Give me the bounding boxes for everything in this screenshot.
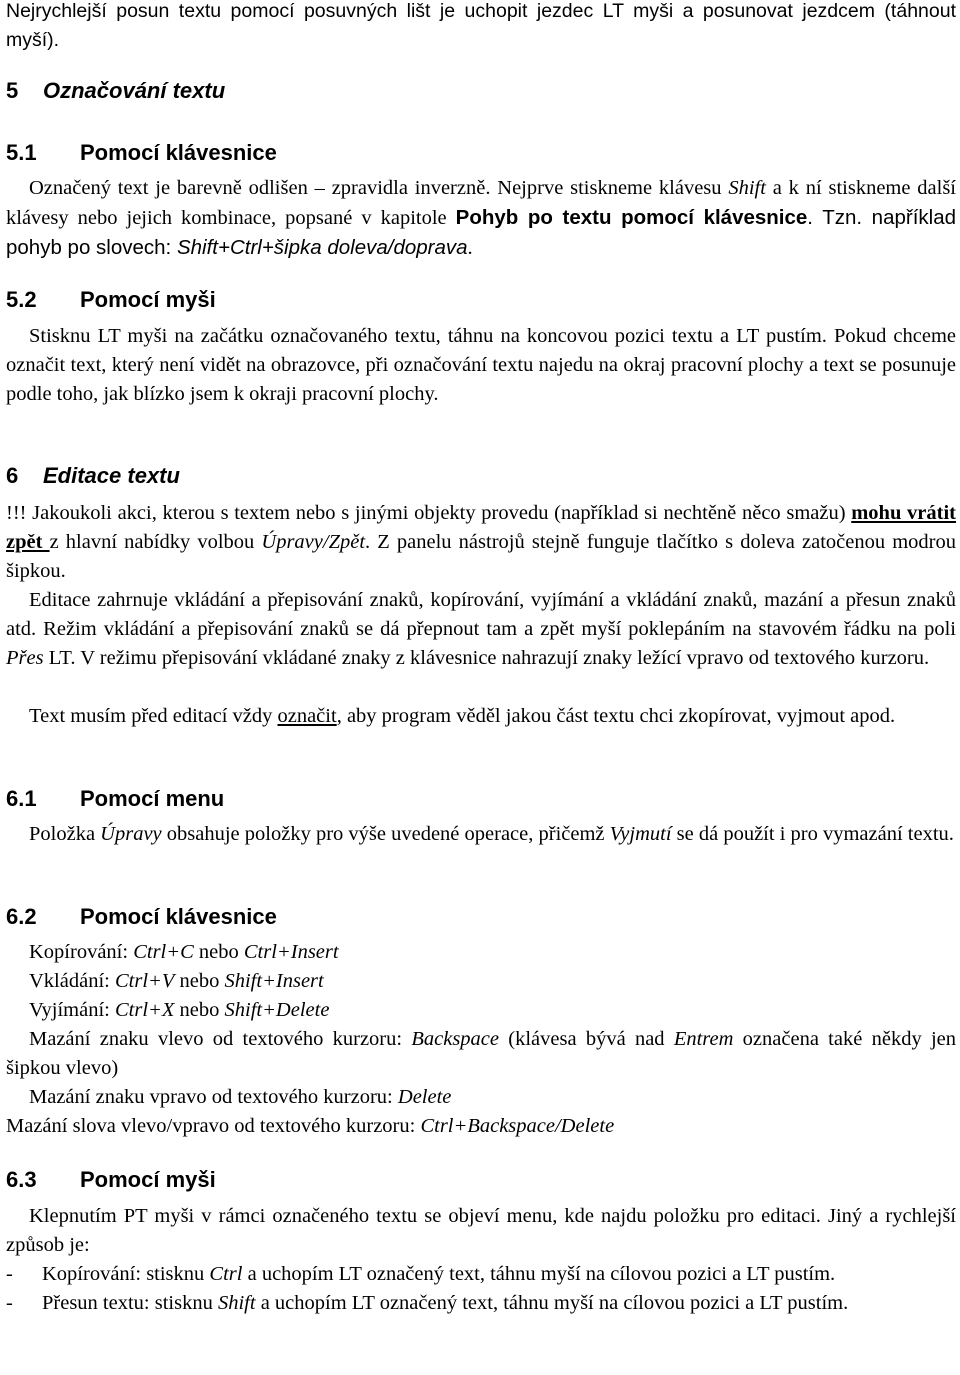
heading-5	[6, 77, 225, 105]
key-combo: Ctrl+X	[114, 999, 175, 1021]
key-combo: Shift+Delete	[224, 999, 330, 1021]
shortcut-list	[6, 938, 956, 1141]
text-run: Mazání znaku vlevo od textového kurzoru:	[29, 1028, 412, 1050]
heading-5-1-title: Pomocí klávesnice	[80, 140, 277, 165]
list-dash: -	[6, 1292, 13, 1314]
heading-6-2	[6, 903, 277, 931]
heading-6-1	[6, 785, 224, 813]
mouse-edit-list	[6, 1260, 956, 1318]
list-item-text	[42, 1260, 956, 1289]
key-ctrl: Ctrl	[209, 1263, 243, 1285]
text-run: .	[467, 237, 473, 259]
key-combo: Backspace	[411, 1028, 499, 1050]
heading-6-title: Editace textu	[43, 463, 180, 488]
text-run: Označený text je barevně odlišen – zpravidla inverzně. Nejprve stiskneme klávesu	[29, 177, 729, 199]
section-6-paragraph-1	[6, 499, 956, 586]
shortcut-paste	[6, 967, 956, 996]
heading-6-number: 6	[6, 463, 19, 488]
key-combo: Ctrl+C	[133, 941, 194, 963]
text-run: Vkládání:	[29, 970, 115, 992]
section-6-3-paragraph: Klepnutím PT myši v rámci označeného textu se objeví menu, kde najdu položku pro editaci. Jiný a rychlejší způsob je:	[6, 1205, 956, 1256]
heading-6-2-number: 6.2	[6, 904, 37, 929]
text-run: označena také někdy jen šipkou vlevo)	[6, 1028, 956, 1079]
text-run: Kopírování: stisknu	[42, 1263, 210, 1285]
text-run: Editace zahrnuje vkládání a přepisování znaků, kopírování, vyjímání a vkládání znaků, mazání a přesun znaků atd. Režim vkládání a přepisování znaků se dá přepnout tam a zpět myší poklepáním na stavovém řádku na poli	[6, 589, 956, 640]
section-5-2-paragraph: Stisknu LT myši na začátku označovaného textu, táhnu na koncovou pozici textu a LT pustím. Pokud chceme označit text, který není vidět na obrazovce, při označování textu najedu na okraj pracovní plochy a text se posunuje podle toho, jak blízko jsem k okraji pracovní plochy.	[6, 325, 956, 405]
text-run: z hlavní nabídky volbou	[49, 531, 262, 553]
heading-5-1-number: 5.1	[6, 140, 37, 165]
text-run: (klávesa bývá nad	[499, 1028, 674, 1050]
key-combo: Ctrl+Insert	[243, 941, 339, 963]
menu-path: Úpravy/Zpět	[261, 531, 366, 553]
text-run: a uchopím LT označený text, táhnu myší na cílovou pozici a LT pustím.	[242, 1263, 836, 1285]
text-run: LT. V režimu přepisování vkládané znaky z klávesnice nahrazují znaky ležící vpravo od textového kurzoru.	[43, 647, 930, 669]
menu-name: Úpravy	[100, 823, 162, 845]
heading-6-3-title: Pomocí myši	[80, 1167, 216, 1192]
text-run: Položka	[29, 823, 101, 845]
text-run: Přesun textu: stisknu	[42, 1292, 218, 1314]
shortcut-copy	[6, 938, 956, 967]
undo-emphasis: mohu vrátit zpět	[6, 502, 956, 553]
section-6-1-paragraph	[6, 820, 956, 849]
intro-paragraph: Nejrychlejší posun textu pomocí posuvných lišt je uchopit jezdec LT myši a posunovat jezdcem (táhnout myší).	[6, 0, 956, 51]
heading-6-3-number: 6.3	[6, 1167, 37, 1192]
key-combo: Ctrl+V	[114, 970, 175, 992]
shortcut-delete	[6, 1083, 956, 1112]
section-5-1-paragraph	[6, 174, 956, 263]
status-field-name: Přes	[6, 647, 44, 669]
list-item-text	[42, 1289, 956, 1318]
heading-5-2	[6, 286, 216, 314]
section-6-paragraph-3	[6, 702, 956, 731]
key-shift: Shift	[728, 177, 766, 199]
heading-6-2-title: Pomocí klávesnice	[80, 904, 277, 929]
shortcut-backspace	[6, 1025, 956, 1083]
text-run: . Z panelu nástrojů stejně funguje tlačítko s doleva zatočenou modrou šipkou.	[6, 531, 956, 582]
key-shift: Shift	[217, 1292, 256, 1314]
text-run: a uchopím LT označený text, táhnu myší na cílovou pozici a LT pustím.	[255, 1292, 849, 1314]
heading-6-1-title: Pomocí menu	[80, 786, 225, 811]
heading-5-number: 5	[6, 78, 19, 103]
section-6-paragraph-2	[6, 586, 956, 673]
heading-6-3	[6, 1166, 216, 1194]
shortcut-example: Shift+Ctrl+šipka doleva/doprava	[176, 236, 468, 259]
list-dash: -	[6, 1263, 13, 1285]
shortcut-delete-word	[6, 1112, 956, 1141]
shortcut-cut	[6, 996, 956, 1025]
menu-item-name: Vyjmutí	[609, 823, 672, 845]
text-run: nebo	[193, 941, 244, 963]
text-run: , aby program věděl jakou část textu chci zkopírovat, vyjmout apod.	[336, 705, 896, 727]
heading-5-title: Označování textu	[43, 78, 226, 103]
text-run: Mazání slova vlevo/vpravo od textového kurzoru:	[6, 1115, 421, 1137]
key-combo: Delete	[397, 1086, 452, 1108]
text-run: . Tzn. například pohyb po slovech:	[6, 206, 957, 259]
text-run: nebo	[174, 999, 225, 1021]
heading-5-1	[6, 139, 277, 167]
text-run: Kopírování:	[29, 941, 134, 963]
heading-6	[6, 462, 180, 490]
heading-6-1-number: 6.1	[6, 786, 37, 811]
text-run: a k ní stiskneme další klávesy nebo jejich kombinace, popsané v kapitole	[6, 177, 956, 229]
key-combo: Ctrl+Backspace/Delete	[420, 1115, 615, 1137]
heading-5-2-title: Pomocí myši	[80, 287, 216, 312]
list-item	[6, 1260, 956, 1289]
text-run: Mazání znaku vpravo od textového kurzoru:	[29, 1086, 398, 1108]
key-name: Entrem	[673, 1028, 734, 1050]
text-run: obsahuje položky pro výše uvedené operace, přičemž	[161, 823, 610, 845]
key-combo: Shift+Insert	[224, 970, 324, 992]
text-run: !!! Jakoukoli akci, kterou s textem nebo s jinými objekty provedu (například si nechtěně něco smažu)	[6, 502, 852, 524]
text-run: se dá použít i pro vymazání textu.	[671, 823, 954, 845]
text-run: Text musím před editací vždy	[29, 705, 278, 727]
list-item	[6, 1289, 956, 1318]
text-run: Vyjímání:	[29, 999, 115, 1021]
text-run: nebo	[174, 970, 225, 992]
heading-5-2-number: 5.2	[6, 287, 37, 312]
chapter-reference: Pohyb po textu pomocí klávesnice	[455, 206, 808, 229]
underlined-word: označit	[277, 705, 337, 727]
